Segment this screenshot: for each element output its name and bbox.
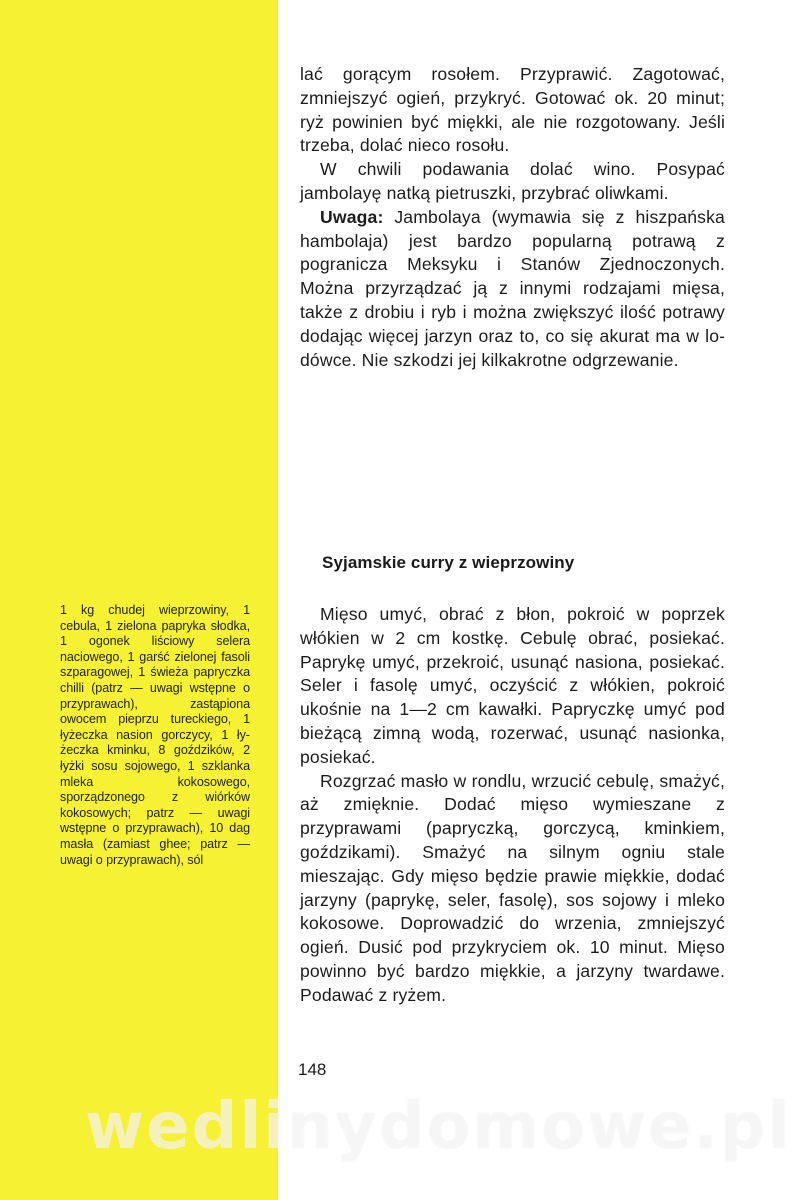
yellow-sidebar — [0, 0, 278, 1200]
note-paragraph — [300, 206, 725, 373]
watermark: wedlinydomowe.pl — [85, 1090, 792, 1164]
cooking-paragraph: Rozgrzać masło w rondlu, wrzucić cebulę, smażyć, aż zmięknie. Dodać mięso wymieszane z przyprawami (papryczką, gorczycą, kminkiem, goździkami). Smażyć na silnym ogniu stale mieszając. Gdy mięso będzie prawie miękkie, dodać jarzyny (paprykę, seler, fasolę), sos sojowy i mleko kokosowe. Doprowadzić do wrzenia, zmniejszyć ogień. Dusić pod przykryciem ok. 10 minut. Mięso powinno być bardzo miękkie, a jarzyny twardawe. Podawać z ryżem. — [300, 770, 725, 1005]
recipe-title: Syjamskie curry z wieprzowiny — [322, 553, 575, 572]
serving-paragraph: W chwili podawania dolać wino. Posypać jambolayę natką pietruszki, przybrać oliwkami. — [300, 159, 725, 203]
preparation-paragraph: Mięso umyć, obrać z błon, pokroić w poprzek włókien w 2 cm kostkę. Cebulę obrać, posiekać. Paprykę umyć, przekroić, usunąć nasiona, posiekać. Seler i fasolę umyć, oczyścić z włókien, pokroić ukośnie na 1—2 cm kawałki. Papryczkę umyć pod bieżącą zimną wodą, rozerwać, usunąć nasionka, posiekać. — [300, 604, 725, 767]
ingredients-list: 1 kg chudej wieprzowiny, 1 cebula, 1 zielona papryka słodka, 1 ogonek liściowy selera naciowego, 1 garść zielonej fasoli szparagowej, 1 świeża papryczka chilli (patrz — uwagi wstępne o przyprawach), zastąpiona owocem pieprzu tureckiego, 1 łyżeczka nasion gorczycy, 1 łyżeczka kminku, 8 goździków, 2 łyżki sosu sojowego, 1 szklanka mleka kokosowego, sporządzonego z wiórków kokosowych; patrz — uwagi wstępne o przyprawach), 10 dag masła (zamiast ghee; patrz — uwagi o przyprawach), sól — [60, 603, 250, 867]
page-number: 148 — [298, 1060, 327, 1079]
previous-recipe-continuation — [300, 63, 725, 372]
continuation-paragraph: lać gorącym rosołem. Przyprawić. Zagotować, zmniejszyć ogień, przykryć. Gotować ok. 20 minut; ryż powinien być miękki, ale nie rozgotowany. Jeśli trzeba, dolać nieco rosołu. — [300, 64, 725, 156]
recipe-instructions — [300, 603, 725, 1008]
note-label: Uwaga: — [320, 206, 384, 227]
note-text: Jambolaya (wymawia się z hiszpańska hambolaja) jest bardzo popularną potrawą z pogranicza Meksyku i Stanów Zjednoczonych. Można przyrządzać ją z innymi rodzajami mięsa, także z drobiu i ryb i można zwiększyć ilość potrawy dodając więcej jarzyn oraz to, co się akurat ma w lodówce. Nie szkodzi jej kilkakrotne odgrzewanie. — [300, 206, 725, 370]
